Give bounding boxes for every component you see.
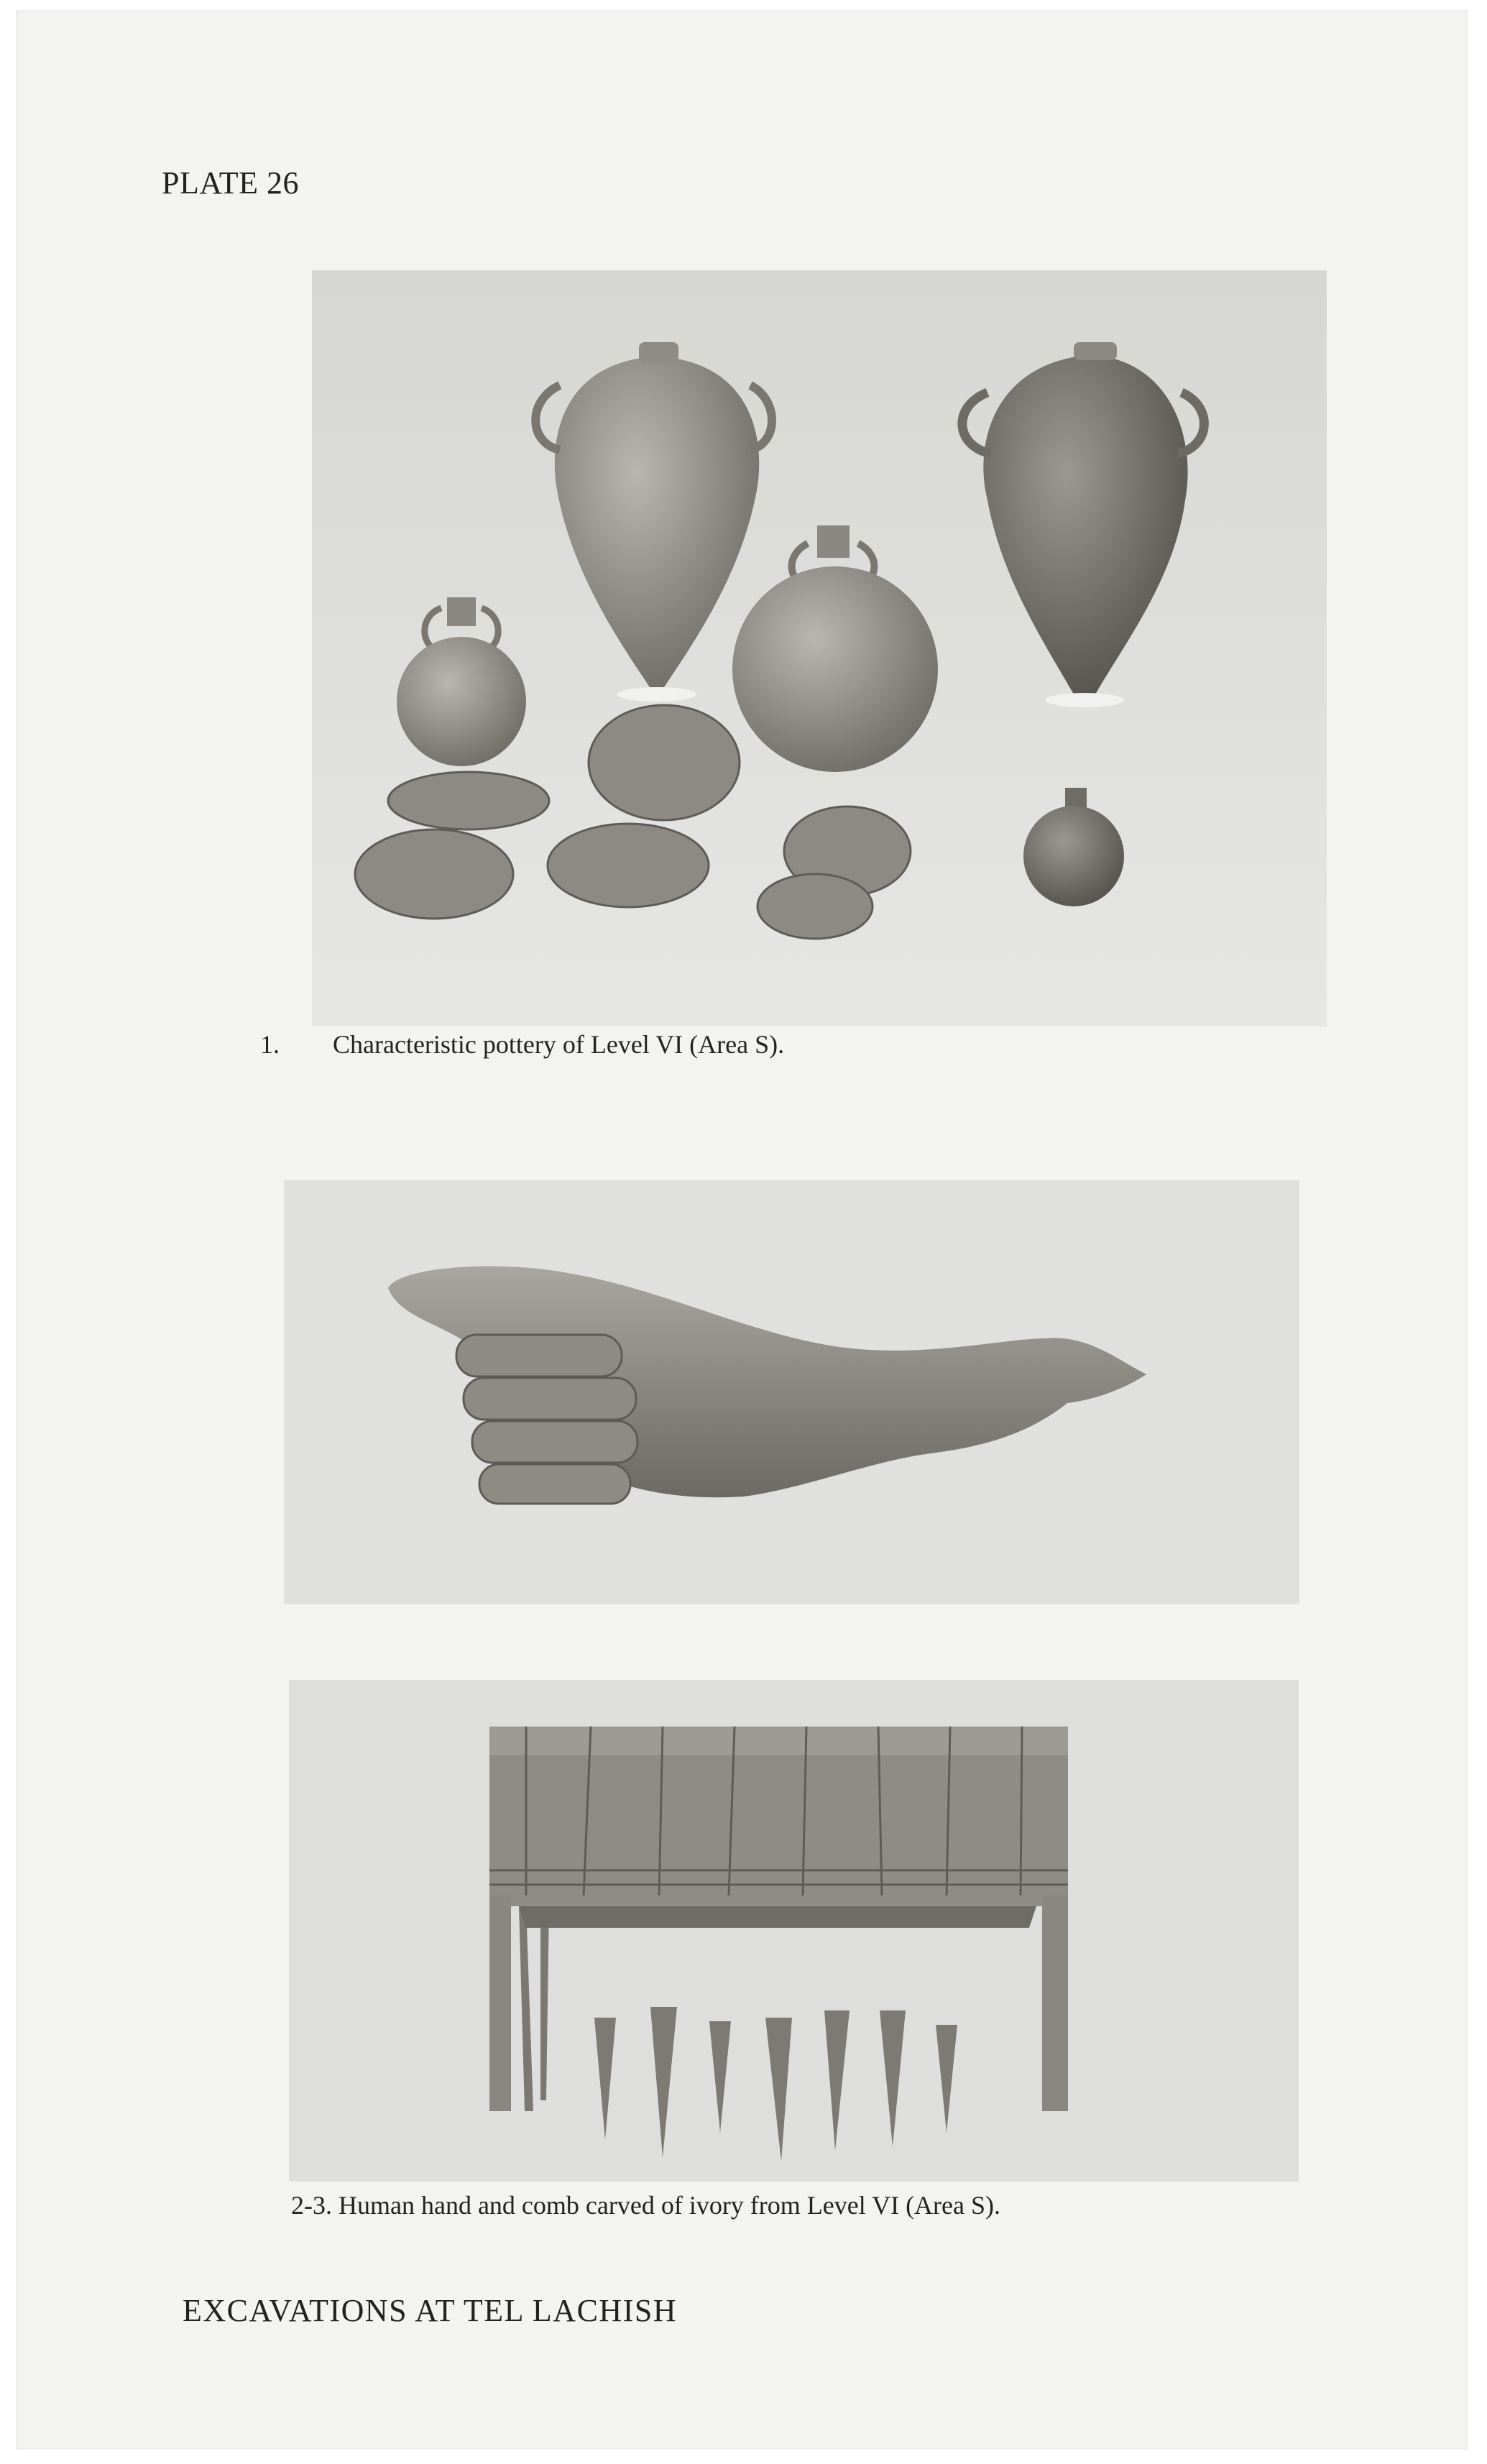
pottery-photo: [312, 270, 1327, 1026]
ivory-hand-photo: [284, 1180, 1299, 1604]
figure-1-number: 1.: [260, 1030, 280, 1059]
ivory-comb-illustration: [289, 1680, 1299, 2182]
figure-2-3-caption: 2-3. Human hand and comb carved of ivory from Level VI (Area S).: [291, 2191, 1001, 2220]
plate-page: [16, 10, 1468, 2450]
pottery-illustration: [312, 270, 1327, 1026]
plate-label: PLATE 26: [162, 165, 299, 201]
ivory-hand-illustration: [284, 1180, 1299, 1604]
publication-title: EXCAVATIONS AT TEL LACHISH: [183, 2293, 678, 2328]
figure-1-caption: Characteristic pottery of Level VI (Area S).: [333, 1030, 785, 1059]
ivory-comb-photo: [289, 1680, 1299, 2182]
